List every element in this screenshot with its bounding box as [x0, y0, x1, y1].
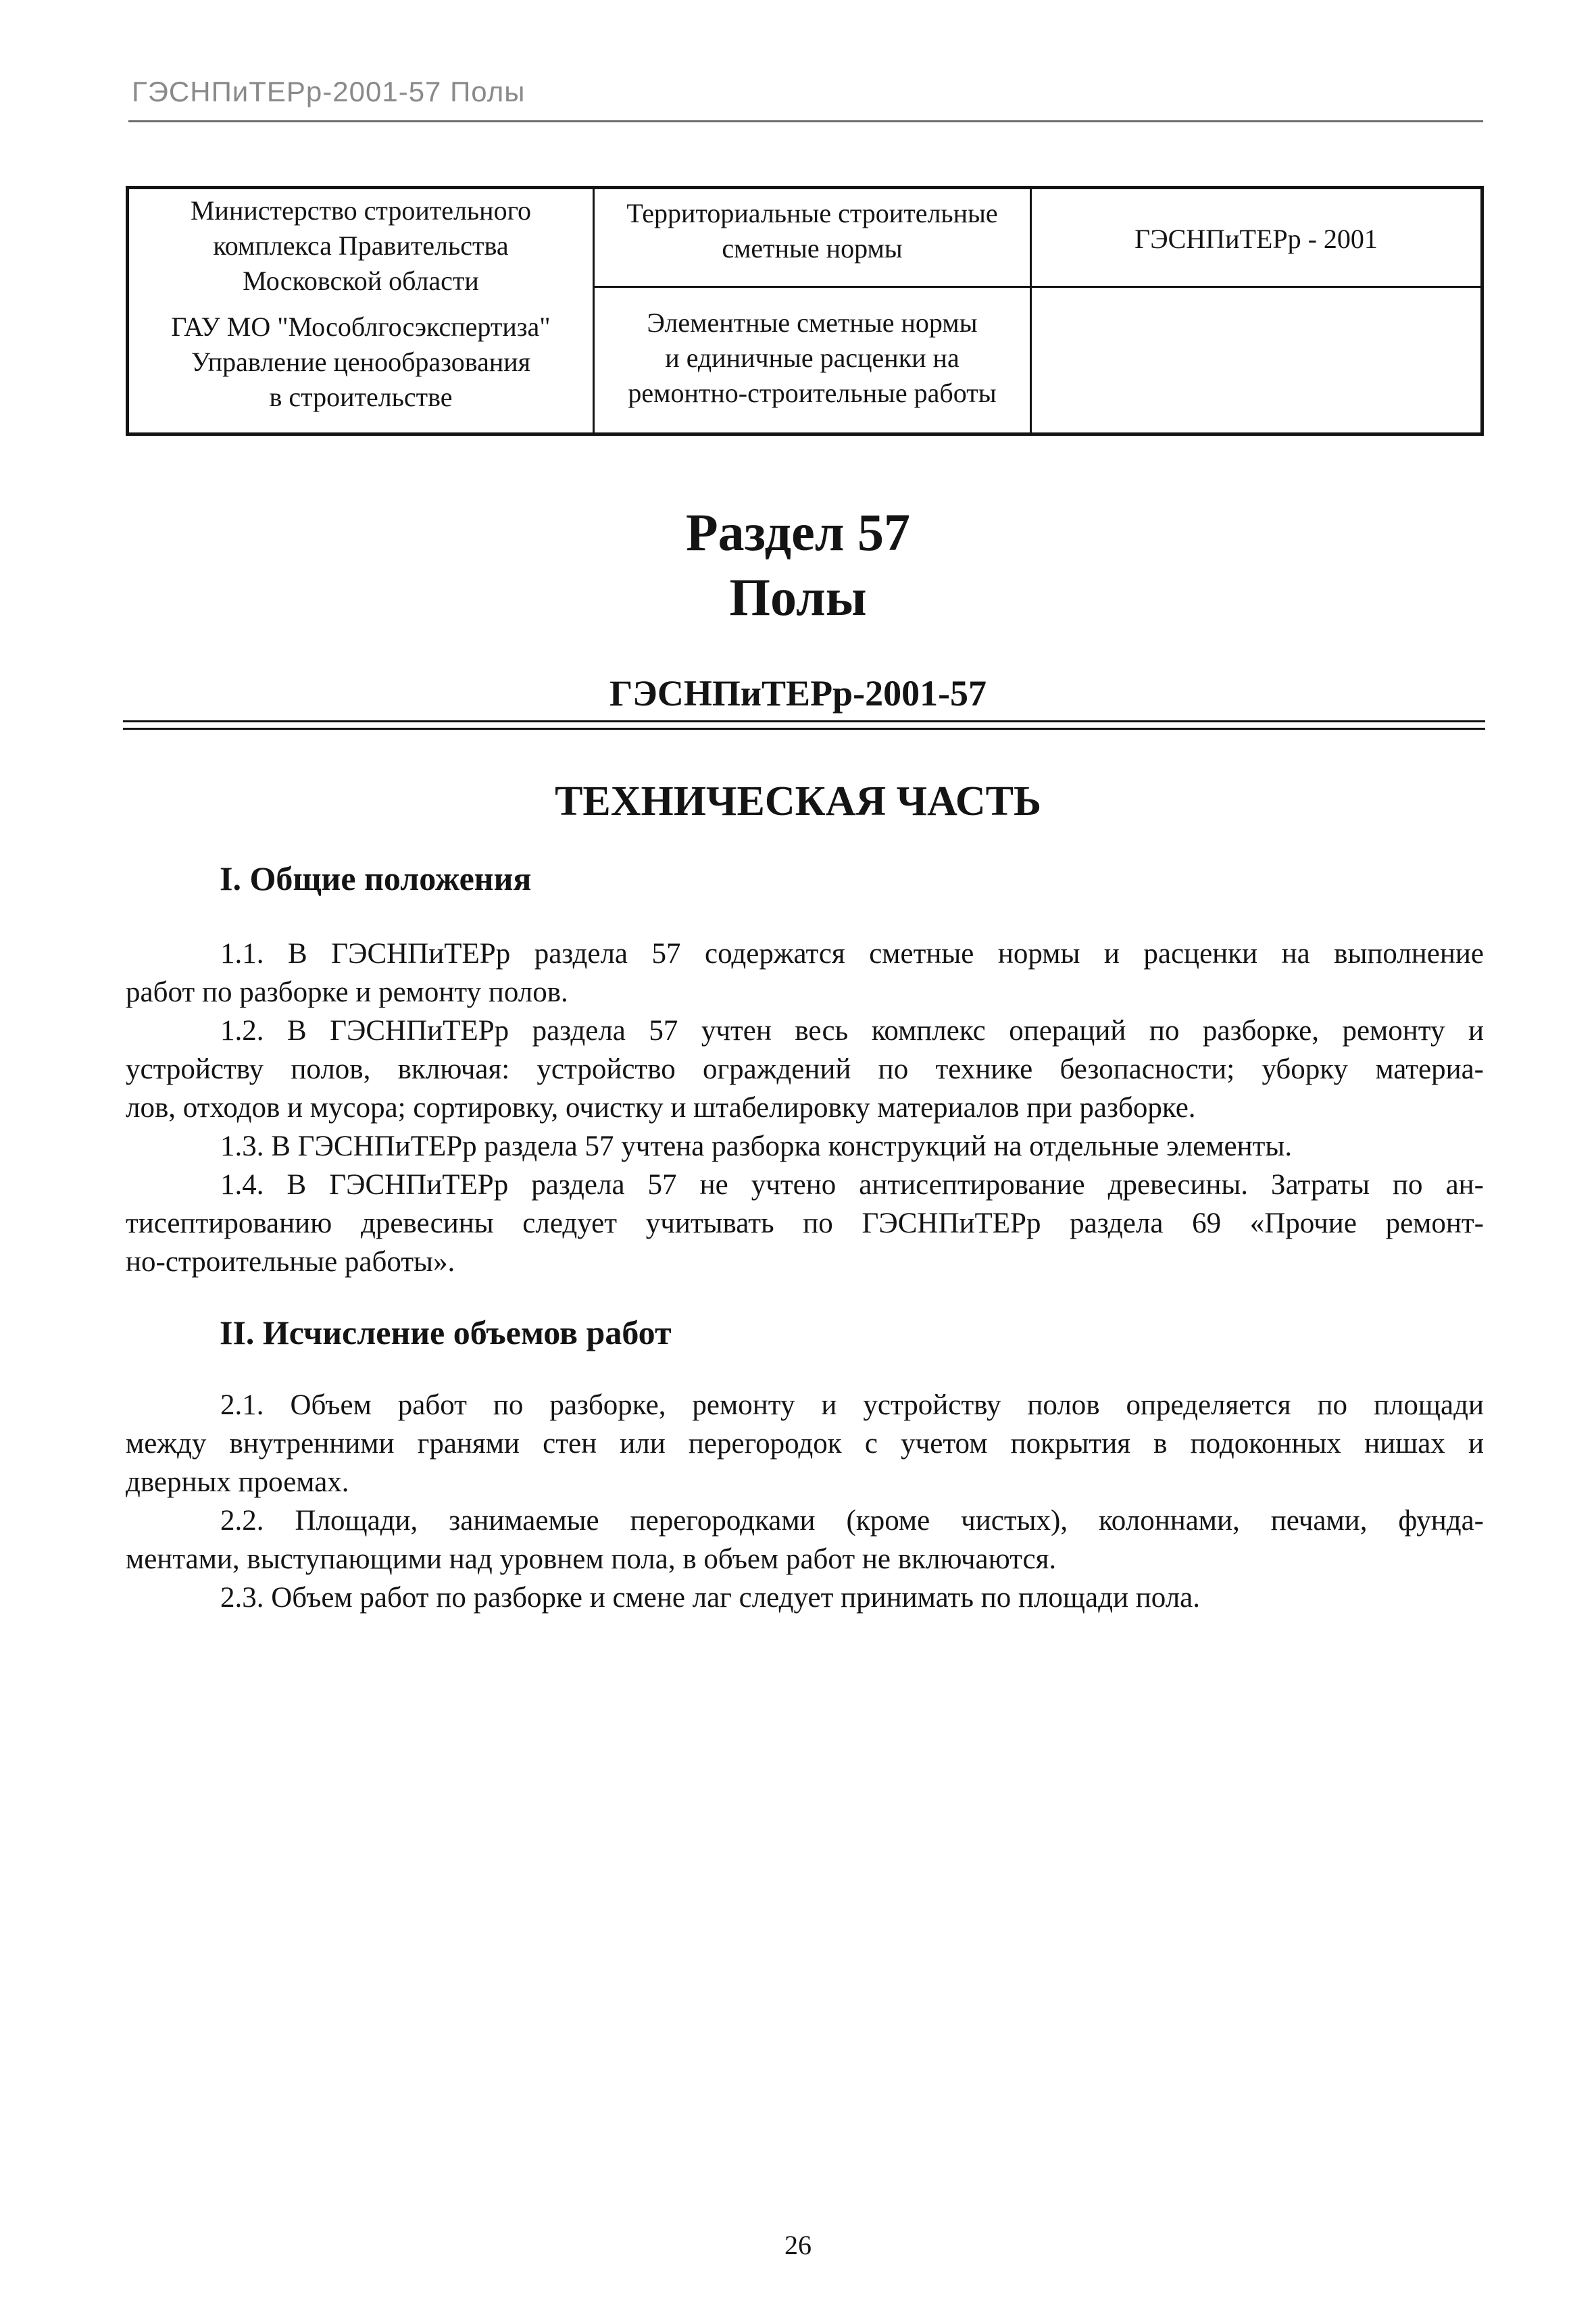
header-rule — [128, 120, 1483, 122]
running-header: ГЭСНПиТЕРр-2001-57 Полы — [132, 76, 526, 107]
paragraph-1-4 — [126, 1166, 1484, 1281]
paragraph-1-1 — [126, 935, 1484, 1012]
territorial-norms-cell — [595, 196, 1030, 266]
ministry-line: Московской области — [243, 266, 479, 296]
territorial-line: сметные нормы — [722, 233, 903, 264]
paragraph-2-1 — [126, 1386, 1484, 1501]
row-divider — [593, 286, 1480, 288]
volume-calculation-heading: II. Исчисление объемов работ — [220, 1314, 672, 1351]
paragraph-line: 2.1. Объем работ по разборке, ремонту и устройству полов определяется по площади — [220, 1389, 1484, 1421]
paragraph-2-2 — [126, 1501, 1484, 1578]
standard-code-cell: ГЭСНПиТЕРр - 2001 — [1134, 224, 1378, 254]
section-title — [0, 500, 1596, 630]
paragraph-line: устройству полов, включая: устройство ограждений по технике безопасности; уборку материа- — [126, 1053, 1484, 1085]
paragraph-line: тисептированию древесины следует учитывать по ГЭСНПиТЕРр раздела 69 «Прочие ремонт- — [126, 1208, 1484, 1239]
elementary-norms-cell — [595, 305, 1030, 411]
elementary-line: ремонтно-строительные работы — [628, 378, 997, 408]
document-code: ГЭСНПиТЕРр-2001-57 — [609, 673, 987, 714]
gau-line: Управление ценообразования — [191, 347, 531, 377]
double-rule — [123, 720, 1485, 730]
paragraph-1-2 — [126, 1012, 1484, 1127]
paragraph-line: 2.2. Площади, занимаемые перегородками (кроме чистых), колоннами, печами, фунда- — [220, 1505, 1484, 1537]
technical-part-title: ТЕХНИЧЕСКАЯ ЧАСТЬ — [555, 778, 1041, 824]
gau-cell — [129, 309, 593, 415]
paragraph-2-3 — [126, 1578, 1484, 1617]
paragraph-line: ментами, выступающими над уровнем пола, в объем работ не включаются. — [126, 1543, 1057, 1575]
gau-line: в строительстве — [269, 382, 453, 412]
elementary-line: Элементные сметные нормы — [647, 307, 978, 338]
paragraph-line: но-строительные работы». — [126, 1246, 455, 1278]
paragraph-line: 1.3. В ГЭСНПиТЕРр раздела 57 учтена разборка конструкций на отдельные элементы. — [220, 1130, 1293, 1162]
paragraph-line: дверных проемах. — [126, 1466, 349, 1498]
ministry-line: комплекса Правительства — [213, 230, 509, 261]
general-provisions-heading: I. Общие положения — [220, 860, 532, 897]
paragraph-line: работ по разборке и ремонту полов. — [126, 976, 568, 1008]
paragraph-line: 1.4. В ГЭСНПиТЕРр раздела 57 не учтено антисептирование древесины. Затраты по ан- — [220, 1169, 1484, 1201]
page-number: 26 — [784, 2230, 812, 2260]
section-number: Раздел 57 — [686, 503, 910, 562]
territorial-line: Территориальные строительные — [626, 198, 998, 228]
gau-line: ГАУ МО "Мособлгосэкспертиза" — [171, 312, 551, 342]
org-table — [126, 186, 1484, 436]
paragraph-line: 2.3. Объем работ по разборке и смене лаг следует принимать по площади пола. — [220, 1582, 1201, 1614]
paragraph-line: между внутренними гранями стен или перегородок с учетом покрытия в подоконных нишах и — [126, 1428, 1484, 1460]
paragraph-1-3 — [126, 1127, 1484, 1166]
ministry-line: Министерство строительного — [190, 195, 531, 226]
ministry-cell — [129, 193, 593, 299]
paragraph-line: 1.1. В ГЭСНПиТЕРр раздела 57 содержатся сметные нормы и расценки на выполнение — [220, 938, 1484, 970]
paragraph-line: 1.2. В ГЭСНПиТЕРр раздела 57 учтен весь комплекс операций по разборке, ремонту и — [220, 1015, 1484, 1047]
elementary-line: и единичные расценки на — [665, 343, 959, 373]
paragraph-line: лов, отходов и мусора; сортировку, очистку и штабелировку материалов при разборке. — [126, 1092, 1196, 1124]
section-name: Полы — [729, 568, 867, 626]
